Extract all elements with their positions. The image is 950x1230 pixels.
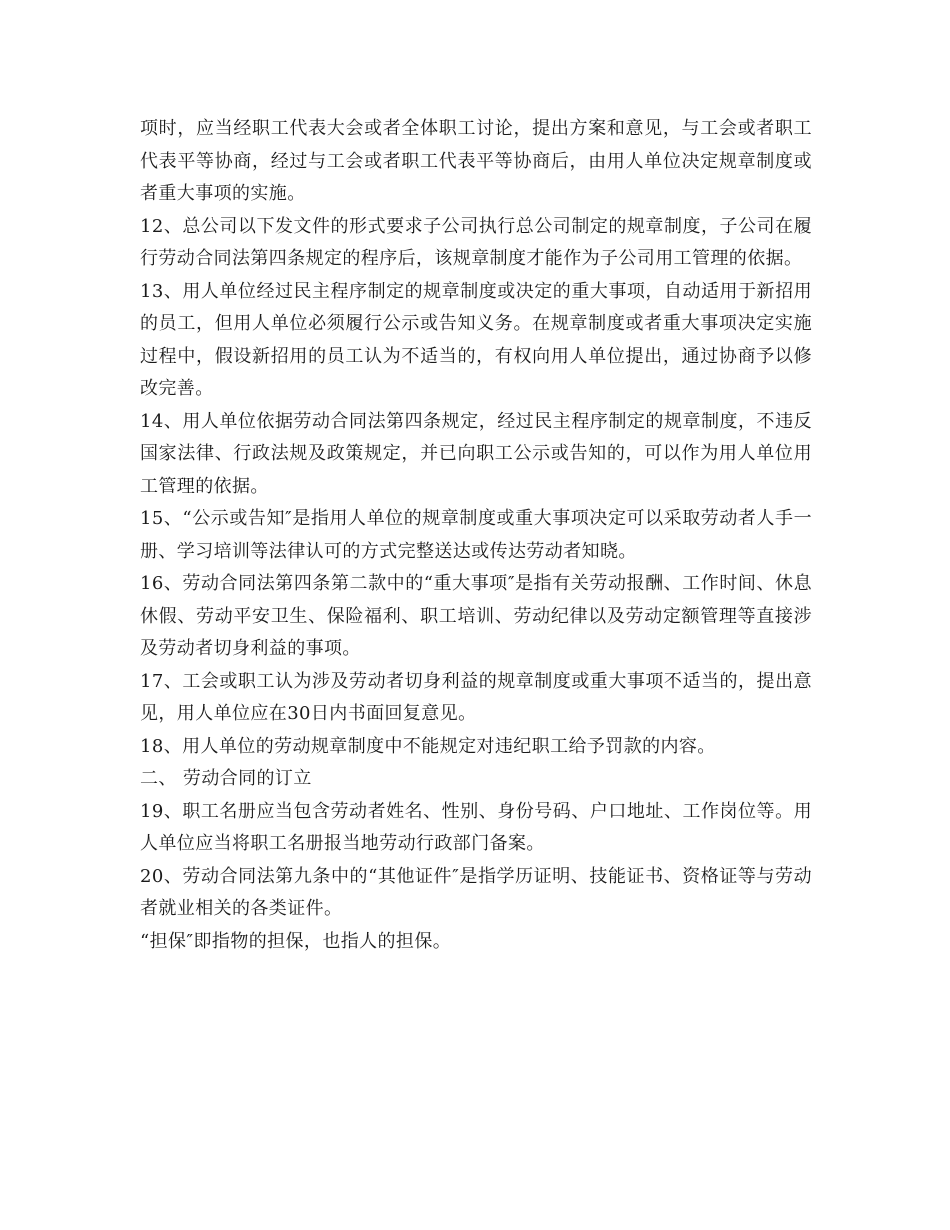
paragraph-continuation: 项时，应当经职工代表大会或者全体职工讨论，提出方案和意见，与工会或者职工代表平等协商，经过与工会或者职工代表平等协商后，由用人单位决定规章制度或者重大事项的实施。 — [140, 118, 812, 204]
paragraph-item-12: 12、总公司以下发文件的形式要求子公司执行总公司制定的规章制度，子公司在履行劳动合同法第四条规定的程序后，该规章制度才能作为子公司用工管理的依据。 — [140, 215, 812, 269]
section-heading: 二、 劳动合同的订立 — [140, 768, 312, 789]
paragraph-guarantee: “担保″即指物的担保，也指人的担保。 — [140, 930, 452, 952]
paragraph-item-18: 18、用人单位的劳动规章制度中不能规定对违纪职工给予罚款的内容。 — [140, 735, 716, 757]
paragraph-item-15: 15、“公示或告知″是指用人单位的规章制度或重大事项决定可以采取劳动者人手一册、学习培训等法律认可的方式完整送达或传达劳动者知晓。 — [140, 508, 812, 562]
paragraph-item-19: 19、职工名册应当包含劳动者姓名、性别、身份号码、户口地址、工作岗位等。用人单位应当将职工名册报当地劳动行政部门备案。 — [140, 800, 812, 854]
paragraph-item-17: 17、工会或职工认为涉及劳动者切身利益的规章制度或重大事项不适当的，提出意见，用人单位应在30日内书面回复意见。 — [140, 670, 812, 724]
paragraph-item-20: 20、劳动合同法第九条中的“其他证件″是指学历证明、技能证书、资格证等与劳动者就业相关的各类证件。 — [140, 865, 812, 919]
paragraph-item-16: 16、劳动合同法第四条第二款中的“重大事项″是指有关劳动报酬、工作时间、休息休假、劳动平安卫生、保险福利、职工培训、劳动纪律以及劳动定额管理等直接涉及劳动者切身利益的事项。 — [140, 573, 812, 659]
paragraph-item-14: 14、用人单位依据劳动合同法第四条规定，经过民主程序制定的规章制度，不违反国家法律、行政法规及政策规定，并已向职工公示或告知的，可以作为用人单位用工管理的依据。 — [140, 410, 812, 497]
document-body — [140, 113, 812, 958]
paragraph-item-13: 13、用人单位经过民主程序制定的规章制度或决定的重大事项，自动适用于新招用的员工，但用人单位必须履行公示或告知义务。在规章制度或者重大事项决定实施过程中，假设新招用的员工认为不适当的，有权向用人单位提出，通过协商予以修改完善。 — [140, 280, 812, 399]
